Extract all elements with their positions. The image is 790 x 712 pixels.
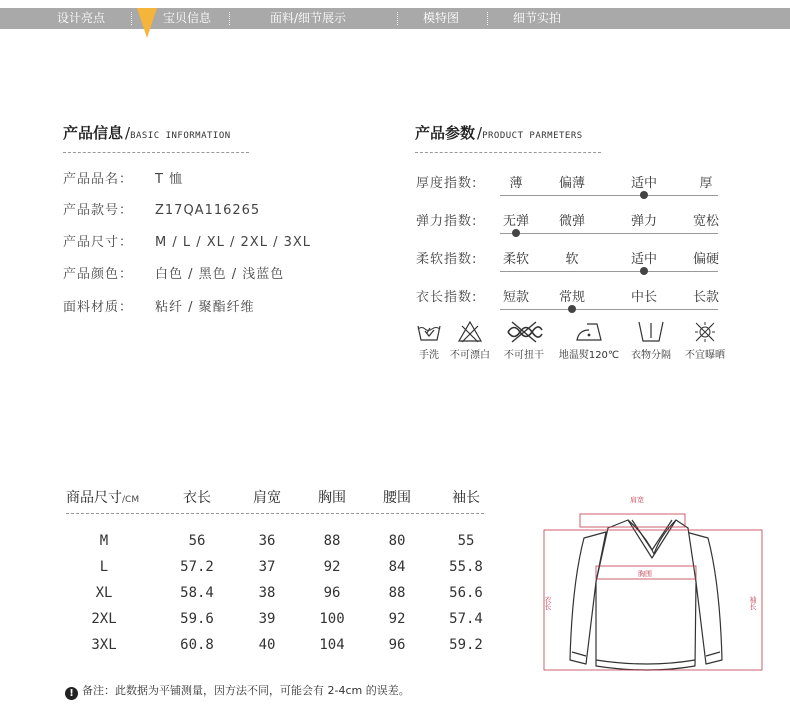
param-option: 软 [565,252,579,267]
nav-top-border [0,0,790,8]
size-value-cell: 40 [258,637,276,653]
size-value-cell: 92 [323,559,341,575]
no-bleach-icon [457,320,483,344]
size-value-cell: 57.2 [180,559,214,575]
size-value-cell: 55 [457,533,475,549]
param-selected-dot [512,229,520,237]
param-label: 衣长指数: [416,290,478,305]
param-option: 宽松 [693,214,720,229]
size-value-cell: 84 [388,559,406,575]
size-label-cell: XL [95,585,113,601]
info-label: 产品尺寸： [63,235,134,250]
no-wring-icon [504,320,544,344]
info-label: 产品款号： [63,203,134,218]
param-label: 弹力指数: [416,214,478,229]
size-col-header: 袖长 [452,490,480,506]
info-row-name [63,168,183,187]
hand-wash-icon [416,320,442,344]
sleeve-label: 袖长 [749,596,757,610]
care-label: 地温熨120℃ [558,350,620,361]
care-item-separate-wash [626,320,676,361]
param-selected-dot [640,267,648,275]
care-item-no-sun-dry [680,320,730,361]
product-params-title-text: 产品参数 [415,124,476,142]
param-label: 厚度指数: [416,176,478,191]
separate-wash-icon [636,320,666,344]
size-table-divider [66,513,484,514]
size-value-cell: 38 [258,585,276,601]
size-value-cell: 59.6 [180,611,214,627]
info-label: 产品品名： [63,172,134,187]
size-value-cell: 59.2 [449,637,483,653]
care-item-hand-wash [414,320,444,361]
info-row-colors [63,263,284,282]
size-value-cell: 36 [258,533,276,549]
param-selected-dot [640,191,648,199]
chest-label: 胸围 [638,570,652,578]
no-sun-dry-icon [692,320,718,344]
param-option: 无弹 [503,214,530,229]
size-col-header: 衣长 [183,490,211,506]
nav-active-pointer [137,8,157,38]
info-row-sizes [63,231,311,250]
shirt-outline [570,520,722,670]
note-text: 备注：此数据为平铺测量，因方法不同，可能会有 2-4cm 的误差。 [82,684,410,697]
param-option: 薄 [509,176,523,191]
param-row-thickness [416,172,718,202]
info-label: 产品颜色： [63,267,134,282]
product-info-divider [63,152,249,153]
param-option: 偏薄 [559,176,586,191]
info-row-material [63,296,255,315]
nav-item-model-photos[interactable]: 模特图 [423,11,460,25]
size-value-cell: 80 [388,533,406,549]
param-option: 长款 [693,290,720,305]
size-table-title-text: 商品尺寸 [66,490,122,506]
size-value-cell: 55.8 [449,559,483,575]
size-value-cell: 96 [323,585,341,601]
size-value-cell: 57.4 [449,611,483,627]
nav-separator [229,12,230,25]
param-scale-line [500,271,718,272]
care-label: 不宜曝晒 [685,350,725,361]
nav-item-detail-shots[interactable]: 细节实拍 [513,11,562,25]
product-info-title: 产品信息 /BASIC INFORMATION [63,124,231,142]
info-value: M / L / XL / 2XL / 3XL [155,235,312,250]
size-label-cell: M [99,533,109,549]
param-scale-line [500,195,718,196]
size-label-cell: 2XL [91,611,117,627]
shirt-measure-diagram [528,488,778,678]
product-info-title-en: BASIC INFORMATION [130,131,231,141]
low-iron-icon [573,320,605,344]
nav-bar [0,8,790,29]
size-label-cell: 3XL [91,637,117,653]
param-option: 柔软 [503,252,530,267]
size-value-cell: 37 [258,559,276,575]
info-value: 粘纤 / 聚酯纤维 [155,300,255,315]
care-label: 不可扭干 [504,350,544,361]
nav-separator [487,12,488,25]
size-value-cell: 88 [323,533,341,549]
measurement-note [65,682,410,700]
param-option: 弹力 [631,214,658,229]
size-col-header: 腰围 [383,490,411,506]
product-info-title-text: 产品信息 [63,124,124,142]
param-row-softness [416,248,718,278]
size-value-cell: 56 [188,533,206,549]
info-value: 白色 / 黑色 / 浅蓝色 [155,267,285,282]
care-label: 不可漂白 [450,350,490,361]
param-option: 偏硬 [693,252,720,267]
care-item-no-wring [500,320,548,361]
nav-separator [131,12,132,25]
size-table-title [66,487,139,507]
size-value-cell: 60.8 [180,637,214,653]
product-params-title-en: PRODUCT PARMETERS [482,131,583,141]
size-col-header: 肩宽 [253,490,281,506]
product-params-divider [415,152,601,153]
param-row-elasticity [416,210,718,240]
param-option: 微弹 [559,214,586,229]
care-label: 衣物分隔 [631,350,671,361]
info-value: Z17QA116265 [155,203,261,218]
size-value-cell: 39 [258,611,276,627]
care-label: 手洗 [419,350,439,361]
param-row-length [416,286,718,316]
care-item-no-bleach [446,320,494,361]
param-option: 中长 [631,290,658,305]
nav-separator [397,12,398,25]
size-value-cell: 58.4 [180,585,214,601]
warning-icon: ! [65,687,78,700]
param-label: 柔软指数: [416,252,478,267]
nav-item-fabric-details[interactable]: 面料/细节展示 [270,11,347,25]
info-label: 面料材质： [63,300,134,315]
param-scale-line [500,233,718,234]
size-value-cell: 100 [319,611,345,627]
param-option: 常规 [559,290,586,305]
param-option: 短款 [503,290,530,305]
nav-item-product-info[interactable]: 宝贝信息 [163,11,212,25]
size-value-cell: 104 [319,637,345,653]
info-value: T 恤 [155,172,184,187]
param-option: 适中 [631,252,658,267]
size-value-cell: 92 [388,611,406,627]
nav-item-design-highlights[interactable]: 设计亮点 [57,11,106,25]
size-label-cell: L [99,559,109,575]
size-col-header: 胸围 [318,490,346,506]
length-label: 衣长 [544,596,552,610]
product-params-title: 产品参数 /PRODUCT PARMETERS [415,124,583,142]
size-value-cell: 88 [388,585,406,601]
param-option: 厚 [699,176,713,191]
size-value-cell: 96 [388,637,406,653]
size-table-unit: /CM [122,495,140,505]
care-item-low-iron [556,320,622,361]
size-value-cell: 56.6 [449,585,483,601]
shoulder-width-label: 肩宽 [630,496,644,504]
param-scale-line [500,309,718,310]
param-option: 适中 [631,176,658,191]
param-selected-dot [568,305,576,313]
info-row-style-number [63,199,260,218]
